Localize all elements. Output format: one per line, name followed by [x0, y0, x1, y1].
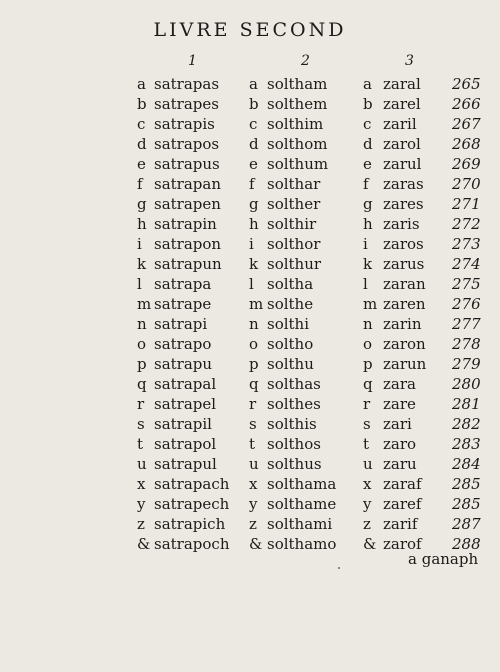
letter-2: u	[249, 455, 259, 473]
word-3: zarin	[383, 315, 422, 333]
word-2: solthar	[267, 175, 321, 193]
word-2: solthor	[267, 235, 321, 253]
word-3: zaris	[383, 215, 420, 233]
word-3: zaros	[383, 235, 424, 253]
word-1: satrapa	[154, 275, 212, 293]
table-row	[0, 234, 500, 254]
table-row	[0, 514, 500, 534]
word-3: zaref	[383, 495, 422, 513]
table-row	[0, 374, 500, 394]
letter-3: n	[363, 315, 373, 333]
letter-3: l	[363, 275, 368, 293]
page-number: 266	[452, 95, 481, 113]
column-number-2: 2	[301, 53, 310, 69]
page-number: 273	[452, 235, 481, 253]
word-2: solthama	[267, 475, 337, 493]
page-number: 269	[452, 155, 481, 173]
word-2: solthim	[267, 115, 324, 133]
letter-2: b	[249, 95, 259, 113]
word-1: satrapes	[154, 95, 219, 113]
page-number: 272	[452, 215, 481, 233]
letter-3: u	[363, 455, 373, 473]
letter-3: t	[363, 435, 370, 453]
letter-1: x	[137, 475, 146, 493]
letter-3: p	[363, 355, 373, 373]
table-row	[0, 494, 500, 514]
table-row	[0, 114, 500, 134]
word-2: solthom	[267, 135, 328, 153]
page-number: 270	[452, 175, 481, 193]
column-number-3: 3	[405, 53, 414, 69]
page-number: 279	[452, 355, 481, 373]
page-number: 281	[452, 395, 481, 413]
word-1: satrapoch	[154, 535, 230, 553]
word-1: satrapo	[154, 335, 212, 353]
letter-1: s	[137, 415, 145, 433]
letter-1: g	[137, 195, 147, 213]
page-mark	[338, 567, 340, 569]
letter-1: o	[137, 335, 147, 353]
page-number: 276	[452, 295, 481, 313]
table-row	[0, 294, 500, 314]
letter-1: r	[137, 395, 145, 413]
page-number: 271	[452, 195, 481, 213]
word-1: satrapis	[154, 115, 215, 133]
word-1: satrapus	[154, 155, 220, 173]
letter-1: y	[137, 495, 146, 513]
page-number: 283	[452, 435, 481, 453]
table-row	[0, 134, 500, 154]
word-3: zares	[383, 195, 424, 213]
page-number: 284	[452, 455, 481, 473]
word-3: zaras	[383, 175, 424, 193]
letter-3: s	[363, 415, 371, 433]
catchword: a ganaph	[408, 550, 479, 568]
word-2: solther	[267, 195, 321, 213]
word-3: zare	[383, 395, 416, 413]
word-1: satrapas	[154, 75, 220, 93]
word-1: satrapu	[154, 355, 213, 373]
word-1: satrapon	[154, 235, 222, 253]
table-row	[0, 314, 500, 334]
page-number: 282	[452, 415, 481, 433]
word-1: satrapil	[154, 415, 212, 433]
running-header: LIVRE SECOND	[153, 19, 347, 41]
page-number: 280	[452, 375, 481, 393]
word-3: zari	[383, 415, 412, 433]
word-3: zaro	[383, 435, 417, 453]
letter-3: k	[363, 255, 373, 273]
word-3: zarul	[383, 155, 422, 173]
letter-2: a	[249, 75, 258, 93]
word-3: zaran	[383, 275, 426, 293]
letter-3: y	[363, 495, 372, 513]
word-2: soltham	[267, 75, 328, 93]
letter-2: x	[249, 475, 258, 493]
table-row	[0, 254, 500, 274]
letter-2: q	[249, 375, 259, 393]
word-1: satrapen	[154, 195, 221, 213]
letter-1: q	[137, 375, 147, 393]
letter-2: h	[249, 215, 259, 233]
word-3: zarof	[383, 535, 422, 553]
letter-3: q	[363, 375, 373, 393]
word-3: zaril	[383, 115, 417, 133]
letter-2: f	[249, 175, 255, 193]
letter-2: d	[249, 135, 259, 153]
word-1: satrapal	[154, 375, 217, 393]
word-1: satrape	[154, 295, 212, 313]
table-row	[0, 174, 500, 194]
letter-1: h	[137, 215, 147, 233]
word-2: solthas	[267, 375, 321, 393]
letter-3: b	[363, 95, 373, 113]
column-number-1: 1	[188, 53, 197, 69]
letter-3: r	[363, 395, 371, 413]
word-1: satrapech	[154, 495, 230, 513]
page-number: 285	[452, 495, 481, 513]
letter-3: a	[363, 75, 372, 93]
letter-3: h	[363, 215, 373, 233]
word-3: zarel	[383, 95, 421, 113]
word-2: solthi	[267, 315, 310, 333]
word-3: zarol	[383, 135, 421, 153]
table-row	[0, 274, 500, 294]
word-3: zaral	[383, 75, 421, 93]
page-number: 274	[452, 255, 481, 273]
word-2: solthu	[267, 355, 314, 373]
letter-1: b	[137, 95, 147, 113]
word-2: soltho	[267, 335, 314, 353]
letter-2: e	[249, 155, 258, 173]
letter-2: i	[249, 235, 254, 253]
page-number: 287	[452, 515, 481, 533]
word-2: solthe	[267, 295, 314, 313]
page-number: 277	[452, 315, 481, 333]
word-3: zaren	[383, 295, 426, 313]
word-3: zarun	[383, 355, 427, 373]
word-2: solthis	[267, 415, 317, 433]
page-number: 275	[452, 275, 481, 293]
letter-3: o	[363, 335, 373, 353]
letter-3: d	[363, 135, 373, 153]
letter-2: l	[249, 275, 254, 293]
word-2: soltha	[267, 275, 314, 293]
page-number: 278	[452, 335, 481, 353]
table-row	[0, 94, 500, 114]
letter-3: e	[363, 155, 372, 173]
word-2: solthamo	[267, 535, 337, 553]
word-3: zaru	[383, 455, 417, 473]
letter-2: &	[249, 535, 263, 553]
letter-2: g	[249, 195, 259, 213]
table-row	[0, 454, 500, 474]
word-1: satrapul	[154, 455, 217, 473]
letter-1: p	[137, 355, 147, 373]
word-2: solthum	[267, 155, 329, 173]
word-3: zarus	[383, 255, 425, 273]
letter-1: n	[137, 315, 147, 333]
word-1: satrapos	[154, 135, 220, 153]
word-1: satrapol	[154, 435, 217, 453]
letter-3: g	[363, 195, 373, 213]
letter-1: l	[137, 275, 142, 293]
word-2: solthame	[267, 495, 337, 513]
word-2: solthami	[267, 515, 333, 533]
word-2: solthem	[267, 95, 328, 113]
word-1: satrapin	[154, 215, 217, 233]
letter-1: u	[137, 455, 147, 473]
word-1: satrapun	[154, 255, 222, 273]
table-row	[0, 414, 500, 434]
table-row	[0, 394, 500, 414]
table-row	[0, 154, 500, 174]
table-row	[0, 334, 500, 354]
letter-2: p	[249, 355, 259, 373]
word-1: satrapi	[154, 315, 208, 333]
page-number: 268	[452, 135, 481, 153]
letter-1: t	[137, 435, 144, 453]
table-row	[0, 214, 500, 234]
letter-3: z	[363, 515, 371, 533]
table-row	[0, 474, 500, 494]
letter-1: a	[137, 75, 146, 93]
letter-1: m	[137, 295, 152, 313]
letter-2: n	[249, 315, 259, 333]
letter-2: o	[249, 335, 259, 353]
word-3: zaron	[383, 335, 426, 353]
letter-3: f	[363, 175, 369, 193]
page-number: 288	[452, 535, 481, 553]
word-3: zaraf	[383, 475, 422, 493]
word-1: satrapich	[154, 515, 226, 533]
word-1: satrapach	[154, 475, 230, 493]
word-2: solthos	[267, 435, 321, 453]
letter-1: &	[137, 535, 151, 553]
word-table	[0, 74, 500, 554]
letter-2: m	[249, 295, 264, 313]
word-1: satrapan	[154, 175, 221, 193]
word-2: solthes	[267, 395, 321, 413]
word-2: solthur	[267, 255, 322, 273]
word-1: satrapel	[154, 395, 217, 413]
word-3: zara	[383, 375, 416, 393]
letter-1: z	[137, 515, 145, 533]
letter-3: x	[363, 475, 372, 493]
letter-3: m	[363, 295, 378, 313]
word-2: solthus	[267, 455, 322, 473]
letter-1: i	[137, 235, 142, 253]
page-number: 285	[452, 475, 481, 493]
table-row	[0, 354, 500, 374]
table-row	[0, 74, 500, 94]
table-row	[0, 434, 500, 454]
letter-3: i	[363, 235, 368, 253]
letter-1: c	[137, 115, 146, 133]
letter-2: t	[249, 435, 256, 453]
letter-3: c	[363, 115, 372, 133]
word-2: solthir	[267, 215, 317, 233]
word-3: zarif	[383, 515, 418, 533]
letter-1: d	[137, 135, 147, 153]
table-row	[0, 194, 500, 214]
letter-3: &	[363, 535, 377, 553]
page-number: 265	[452, 75, 481, 93]
page-number: 267	[452, 115, 481, 133]
letter-2: c	[249, 115, 258, 133]
letter-2: s	[249, 415, 257, 433]
letter-1: e	[137, 155, 146, 173]
letter-2: z	[249, 515, 257, 533]
letter-2: k	[249, 255, 259, 273]
letter-2: r	[249, 395, 257, 413]
letter-1: f	[137, 175, 143, 193]
letter-1: k	[137, 255, 147, 273]
letter-2: y	[249, 495, 258, 513]
